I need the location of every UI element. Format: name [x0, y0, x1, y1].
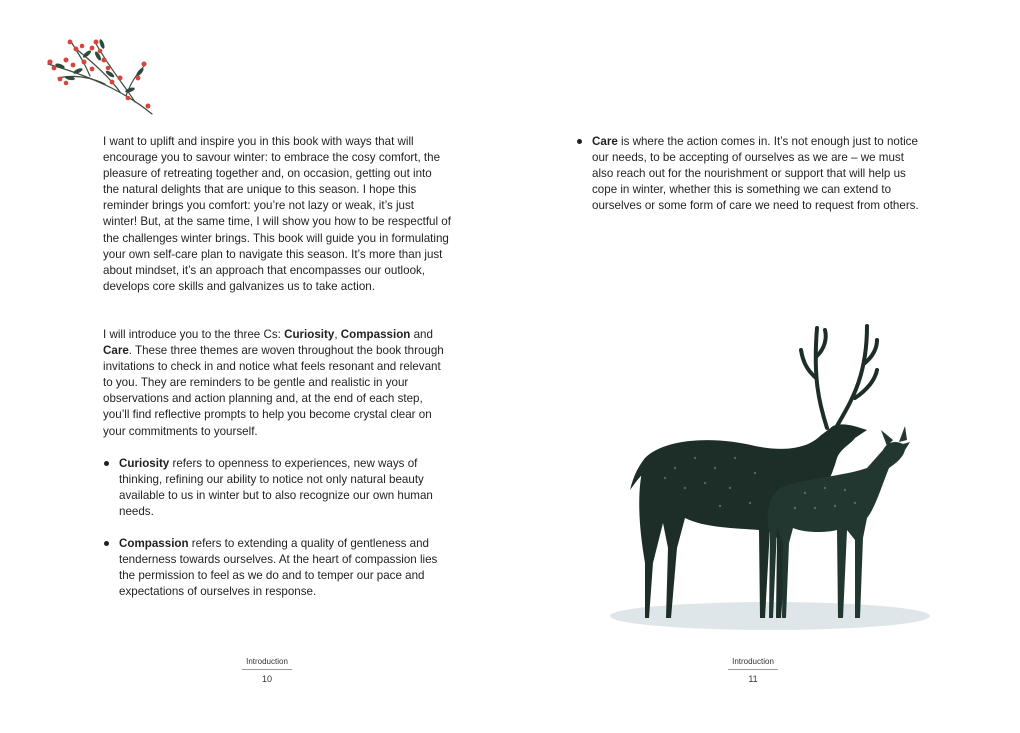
page-number: 10	[261, 674, 272, 684]
footer-rule	[242, 669, 292, 670]
bullet-term: Curiosity	[119, 457, 170, 470]
bullet-term: Compassion	[119, 537, 189, 550]
term-curiosity: Curiosity	[284, 328, 335, 341]
right-page	[510, 0, 1020, 733]
footer-rule	[728, 669, 778, 670]
bullet-text: refers to openness to experiences, new ways of thinking, refining our ability to notice not only natural beauty available to us in winter but to also recognize our own human needs.	[119, 457, 433, 519]
bullet-text: is where the action comes in. It’s not enough just to notice our needs, to be accepting of ourselves as we are – we must also reach out for the nourishment or support that will help us cope in winter, whether this is something we can extend to ourselves or some form of care we need to request from others.	[592, 135, 919, 213]
bullet-term: Care	[592, 135, 618, 148]
deer-pair-illustration	[605, 318, 935, 638]
right-footer	[723, 657, 783, 684]
separator: ,	[334, 328, 341, 341]
intro-paragraph: I want to uplift and inspire you in this book with ways that will encourage you to savour winter: to embrace the cosy comfort, the pleasure of retreating together and, on occasion, getting out into the natural delights that are unique to this season. I hope this reminder brings you comfort: you’re not lazy or weak, it’s just winter! But, at the same time, I will show you how to be respectful of the challenges winter brings. This book will guide you in formulating your own self-care plan to navigate this season. It’s more than just about mindset, it’s an approach that encompasses our outlook, develops core skills and galvanizes us to take action.	[103, 135, 451, 293]
bullet-compassion	[119, 536, 455, 600]
bullet-text: refers to extending a quality of gentleness and tenderness towards ourselves. At the heart of compassion lies the permission to feel as we do and to temper our pace and expectations of ourselves in response.	[119, 537, 438, 599]
page-number: 11	[748, 674, 758, 684]
term-compassion: Compassion	[340, 328, 411, 341]
footer-label: Introduction	[246, 657, 288, 666]
three-cs-rest: . These three themes are woven throughout the book through invitations to check in and notice what feels resonant and relevant to you. They are reminders to be gentle and realistic in your observations and action planning and, at the end of each step, you’ll find reflective prompts to help you become crystal clear on your commitments to yourself.	[103, 344, 444, 438]
term-care: Care	[103, 344, 129, 358]
footer-label: Introduction	[732, 657, 774, 666]
bullet-dot	[577, 139, 582, 144]
berry-branch-icon	[40, 34, 160, 119]
three-cs-paragraph	[103, 327, 451, 440]
separator: and	[410, 328, 433, 341]
bullet-dot	[104, 461, 109, 466]
bullet-dot	[104, 541, 109, 546]
left-footer	[237, 657, 297, 684]
three-cs-lead: I will introduce you to the three Cs:	[103, 328, 285, 341]
bullet-care	[592, 134, 928, 214]
bullet-curiosity	[119, 456, 455, 520]
